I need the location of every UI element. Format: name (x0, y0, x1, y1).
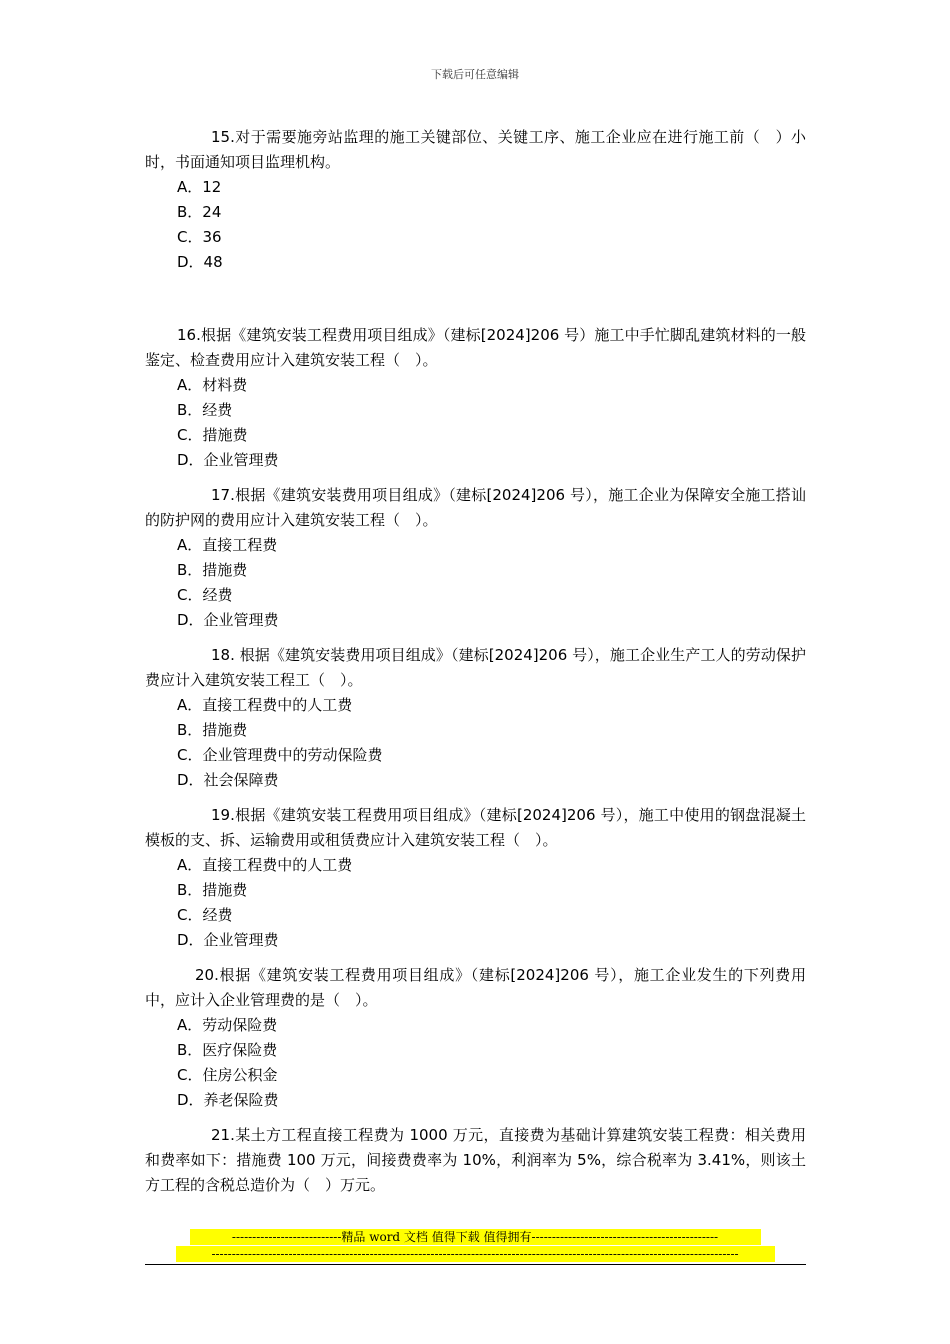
spacer (145, 633, 806, 643)
question-text: 17.根据《建筑安装费用项目组成》（建标[2024]206 号），施工企业为保障安全施工搭讪的防护网的费用应计入建筑安装工程（ ）。 (145, 486, 806, 529)
option-d: D．48 (177, 253, 223, 271)
option-d: D．社会保障费 (177, 771, 279, 789)
option-a: A．直接工程费中的人工费 (177, 696, 353, 714)
question-19 (145, 803, 806, 953)
option-d: D．养老保险费 (177, 1091, 279, 1109)
option-list (145, 693, 806, 793)
question-text: 16.根据《建筑安装工程费用项目组成》（建标[2024]206 号）施工中手忙脚乱建筑材料的一般鉴定、检查费用应计入建筑安装工程（ ）。 (145, 326, 806, 369)
option-a: A．材料费 (177, 376, 248, 394)
option-d: D．企业管理费 (177, 611, 279, 629)
footer-divider (145, 1264, 806, 1265)
option-b: B．医疗保险费 (177, 1041, 278, 1059)
option-c: C．住房公积金 (177, 1066, 278, 1084)
question-text: 21.某土方工程直接工程费为 1000 万元，直接费为基础计算建筑安装工程费：相关费用和费率如下：措施费 100 万元，间接费费率为 10%，利润率为 5%，综合税率为 3.41%，则该土方工程的含税总造价为（ ）万元。 (145, 1126, 806, 1194)
option-c: C．经费 (177, 906, 233, 924)
question-text: 20.根据《建筑安装工程费用项目组成》（建标[2024]206 号），施工企业发生的下列费用中，应计入企业管理费的是（ ）。 (145, 966, 806, 1009)
question-text: 19.根据《建筑安装工程费用项目组成》（建标[2024]206 号），施工中使用的钢盘混凝土模板的支、拆、运输费用或租赁费应计入建筑安装工程（ ）。 (145, 806, 806, 849)
option-a: A．12 (177, 178, 222, 196)
option-a: A．劳动保险费 (177, 1016, 278, 1034)
option-c: C．36 (177, 228, 222, 246)
footer-dash-line (0, 1246, 950, 1266)
footer-dash-text: ---------------------------------------------------------------------------------------------------------------------------------- (176, 1246, 775, 1262)
option-c: C．企业管理费中的劳动保险费 (177, 746, 383, 764)
question-15 (145, 125, 806, 275)
question-21 (145, 1123, 806, 1198)
option-list (145, 373, 806, 473)
option-b: B．措施费 (177, 561, 248, 579)
option-d: D．企业管理费 (177, 451, 279, 469)
spacer (145, 1113, 806, 1123)
option-b: B．措施费 (177, 881, 248, 899)
footer-banner-text: ---------------------------精品 word 文档 值得下载 值得拥有---------------------------------------------- (190, 1229, 761, 1245)
option-d: D．企业管理费 (177, 931, 279, 949)
question-17 (145, 483, 806, 633)
option-b: B．措施费 (177, 721, 248, 739)
document-body (145, 125, 806, 1198)
option-a: A．直接工程费 (177, 536, 278, 554)
question-18 (145, 643, 806, 793)
spacer (145, 473, 806, 483)
option-b: B．经费 (177, 401, 233, 419)
option-list (145, 853, 806, 953)
question-text: 18. 根据《建筑安装费用项目组成》（建标[2024]206 号），施工企业生产工人的劳动保护费应计入建筑安装工程工（ ）。 (145, 646, 806, 689)
spacer (145, 793, 806, 803)
spacer (145, 275, 806, 323)
page-header: 下载后可任意编辑 (431, 68, 519, 81)
option-a: A．直接工程费中的人工费 (177, 856, 353, 874)
option-c: C．经费 (177, 586, 233, 604)
option-list (145, 1013, 806, 1113)
option-b: B．24 (177, 203, 222, 221)
option-c: C．措施费 (177, 426, 248, 444)
question-text: 15.对于需要施旁站监理的施工关键部位、关键工序、施工企业应在进行施工前（ ）小时，书面通知项目监理机构。 (145, 128, 806, 171)
question-20 (145, 963, 806, 1113)
option-list (145, 533, 806, 633)
option-list (145, 175, 806, 275)
question-16 (145, 323, 806, 473)
spacer (145, 953, 806, 963)
